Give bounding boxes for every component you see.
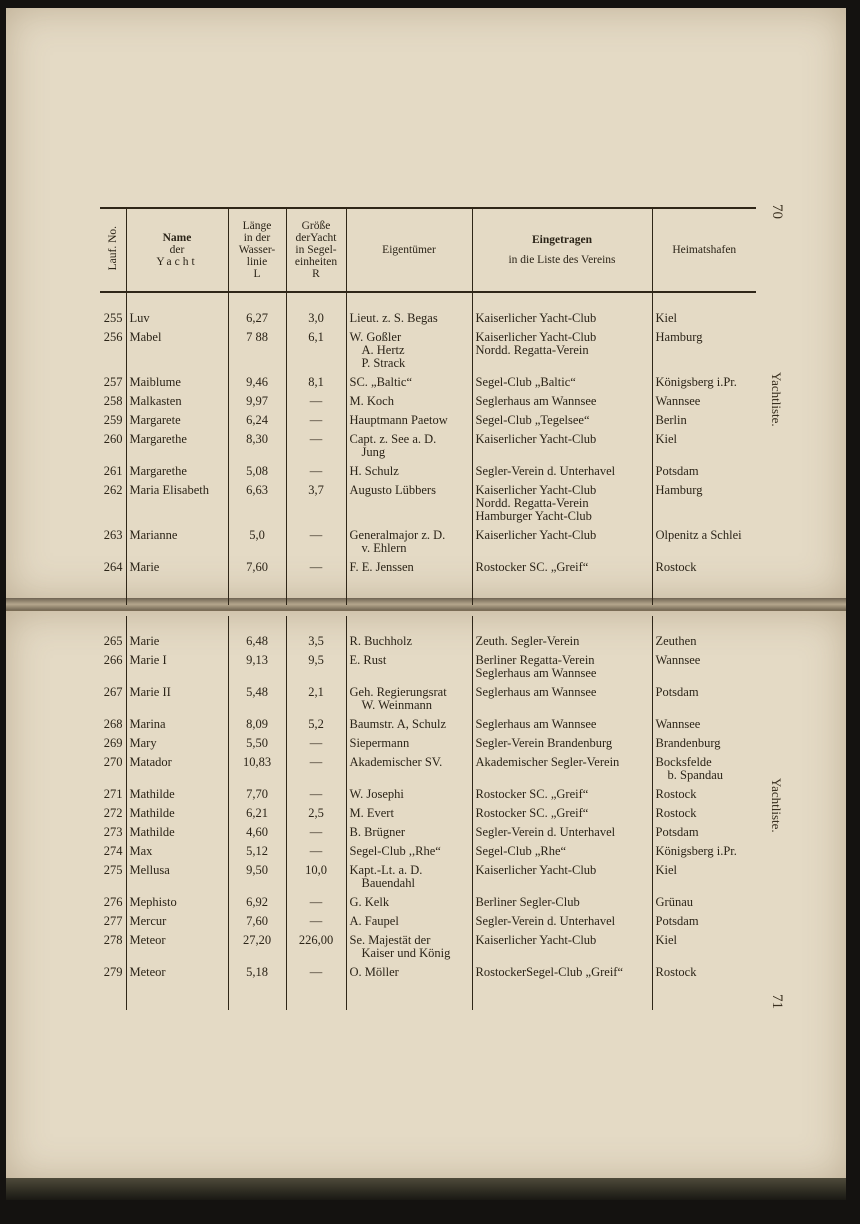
- cell-lauf-no: 278: [103, 933, 123, 947]
- cell-yacht-name: Maria Elisabeth: [126, 481, 228, 526]
- book-edge: [6, 1178, 846, 1200]
- spacer-cell: [100, 616, 126, 632]
- header-lauf-no: Lauf. No.: [100, 208, 126, 292]
- page-number-bottom: 71: [769, 994, 785, 1009]
- cell-length: 7,60: [228, 912, 286, 931]
- cell-size: —: [286, 912, 346, 931]
- cell-yacht-name: Mercur: [126, 912, 228, 931]
- spacer-cell: [228, 292, 286, 309]
- cell-length: 5,48: [228, 683, 286, 715]
- cell-owner: F. E. Jenssen: [346, 558, 472, 577]
- cell-owner: M. Koch: [346, 392, 472, 411]
- cell-port: Rostock: [652, 785, 756, 804]
- cell-port: Potsdam: [652, 823, 756, 842]
- spacer-cell: [652, 577, 756, 605]
- cell-length: 4,60: [228, 823, 286, 842]
- spacer-cell: [100, 292, 126, 309]
- table-row: [100, 823, 756, 842]
- cell-size: 5,2: [286, 715, 346, 734]
- cell-owner: W. Josephi: [346, 785, 472, 804]
- cell-lauf-no: 263: [103, 528, 123, 542]
- cell-registered: Seglerhaus am Wannsee: [472, 683, 652, 715]
- table-row: [100, 328, 756, 373]
- page-number-top: 70: [769, 204, 785, 219]
- spacer-cell: [652, 292, 756, 309]
- yacht-table-top: [100, 207, 756, 605]
- cell-registered: Segler-Verein Brandenburg: [472, 734, 652, 753]
- cell-registered: Kaiserlicher Yacht-Club: [472, 861, 652, 893]
- cell-length: 6,21: [228, 804, 286, 823]
- cell-yacht-name: Margarete: [126, 411, 228, 430]
- header-port: Heimatshafen: [652, 208, 756, 292]
- header-name: Name der Yacht: [126, 208, 228, 292]
- spacer-cell: [100, 982, 126, 1010]
- cell-size: —: [286, 785, 346, 804]
- cell-port: Grünau: [652, 893, 756, 912]
- cell-yacht-name: Marie I: [126, 651, 228, 683]
- cell-size: 2,1: [286, 683, 346, 715]
- cell-lauf-no: 255: [103, 311, 123, 325]
- cell-size: —: [286, 893, 346, 912]
- table-row: [100, 785, 756, 804]
- spacer-cell: [346, 982, 472, 1010]
- cell-length: 7 88: [228, 328, 286, 373]
- cell-registered: Berliner Regatta-Verein Seglerhaus am Wannsee: [472, 651, 652, 683]
- cell-registered: Segler-Verein d. Unterhavel: [472, 912, 652, 931]
- cell-port: Rostock: [652, 558, 756, 577]
- cell-size: 226,00: [286, 931, 346, 963]
- cell-lauf-no: 271: [103, 787, 123, 801]
- cell-registered: Rostocker SC. „Greif“: [472, 804, 652, 823]
- running-title-bottom: Yachtliste.: [769, 778, 784, 833]
- cell-lauf-no: 266: [103, 653, 123, 667]
- cell-yacht-name: Mathilde: [126, 823, 228, 842]
- cell-registered: RostockerSegel-Club „Greif“: [472, 963, 652, 982]
- cell-length: 8,30: [228, 430, 286, 462]
- spacer-row: [100, 982, 756, 1010]
- table-row: [100, 632, 756, 651]
- spacer-row: [100, 616, 756, 632]
- table-row: [100, 734, 756, 753]
- table-row: [100, 804, 756, 823]
- cell-port: Potsdam: [652, 912, 756, 931]
- cell-lauf-no: 264: [103, 560, 123, 574]
- cell-owner: G. Kelk: [346, 893, 472, 912]
- table-row: [100, 753, 756, 785]
- spacer-cell: [652, 616, 756, 632]
- cell-size: —: [286, 963, 346, 982]
- header-registered: Eingetragen in die Liste des Vereins: [472, 208, 652, 292]
- cell-owner: Generalmajor z. D. v. Ehlern: [346, 526, 472, 558]
- cell-yacht-name: Marie: [126, 632, 228, 651]
- cell-port: Königsberg i.Pr.: [652, 373, 756, 392]
- cell-lauf-no: 259: [103, 413, 123, 427]
- cell-yacht-name: Marina: [126, 715, 228, 734]
- cell-length: 6,63: [228, 481, 286, 526]
- cell-lauf-no: 257: [103, 375, 123, 389]
- cell-registered: Seglerhaus am Wannsee: [472, 392, 652, 411]
- cell-owner: Geh. Regierungsrat W. Weinmann: [346, 683, 472, 715]
- cell-lauf-no: 274: [103, 844, 123, 858]
- yacht-table-bottom: [100, 616, 756, 1010]
- table-row: [100, 931, 756, 963]
- cell-yacht-name: Mathilde: [126, 804, 228, 823]
- table-row: [100, 842, 756, 861]
- cell-owner: Capt. z. See a. D. Jung: [346, 430, 472, 462]
- cell-owner: O. Möller: [346, 963, 472, 982]
- cell-registered: Segler-Verein d. Unterhavel: [472, 462, 652, 481]
- cell-port: Olpenitz a Schlei: [652, 526, 756, 558]
- cell-length: 5,08: [228, 462, 286, 481]
- cell-lauf-no: 272: [103, 806, 123, 820]
- cell-yacht-name: Mary: [126, 734, 228, 753]
- cell-length: 27,20: [228, 931, 286, 963]
- cell-registered: Kaiserlicher Yacht-Club Nordd. Regatta-Verein Hamburger Yacht-Club: [472, 481, 652, 526]
- spacer-cell: [346, 577, 472, 605]
- header-owner: Eigentümer: [346, 208, 472, 292]
- cell-length: 7,60: [228, 558, 286, 577]
- cell-size: 8,1: [286, 373, 346, 392]
- table-row: [100, 462, 756, 481]
- cell-length: 9,46: [228, 373, 286, 392]
- spacer-row: [100, 577, 756, 605]
- cell-size: —: [286, 430, 346, 462]
- cell-yacht-name: Mephisto: [126, 893, 228, 912]
- table-row: [100, 558, 756, 577]
- cell-registered: Kaiserlicher Yacht-Club: [472, 430, 652, 462]
- cell-size: —: [286, 392, 346, 411]
- cell-length: 6,92: [228, 893, 286, 912]
- cell-yacht-name: Margarethe: [126, 462, 228, 481]
- cell-length: 9,97: [228, 392, 286, 411]
- cell-length: 5,0: [228, 526, 286, 558]
- cell-lauf-no: 279: [103, 965, 123, 979]
- cell-port: Bocksfelde b. Spandau: [652, 753, 756, 785]
- cell-registered: Kaiserlicher Yacht-Club: [472, 931, 652, 963]
- cell-size: 6,1: [286, 328, 346, 373]
- spacer-cell: [652, 982, 756, 1010]
- cell-size: —: [286, 411, 346, 430]
- cell-yacht-name: Mabel: [126, 328, 228, 373]
- table-row: [100, 715, 756, 734]
- cell-length: 5,12: [228, 842, 286, 861]
- cell-port: Rostock: [652, 804, 756, 823]
- cell-owner: Siepermann: [346, 734, 472, 753]
- cell-yacht-name: Luv: [126, 309, 228, 328]
- cell-size: 3,7: [286, 481, 346, 526]
- cell-port: Kiel: [652, 861, 756, 893]
- running-title-top: Yachtliste.: [769, 372, 784, 427]
- table-row: [100, 683, 756, 715]
- spacer-cell: [346, 292, 472, 309]
- cell-yacht-name: Marie II: [126, 683, 228, 715]
- cell-owner: Se. Majestät der Kaiser und König: [346, 931, 472, 963]
- cell-registered: Rostocker SC. „Greif“: [472, 785, 652, 804]
- cell-owner: Segel-Club ,,Rhe“: [346, 842, 472, 861]
- cell-yacht-name: Marie: [126, 558, 228, 577]
- spacer-cell: [472, 577, 652, 605]
- cell-owner: A. Faupel: [346, 912, 472, 931]
- cell-lauf-no: 270: [103, 755, 123, 769]
- cell-yacht-name: Mathilde: [126, 785, 228, 804]
- spacer-cell: [126, 982, 228, 1010]
- cell-size: —: [286, 526, 346, 558]
- cell-port: Brandenburg: [652, 734, 756, 753]
- cell-size: 3,5: [286, 632, 346, 651]
- cell-lauf-no: 277: [103, 914, 123, 928]
- spacer-cell: [346, 616, 472, 632]
- spacer-row: [100, 292, 756, 309]
- cell-port: Wannsee: [652, 651, 756, 683]
- cell-yacht-name: Marianne: [126, 526, 228, 558]
- cell-port: Berlin: [652, 411, 756, 430]
- cell-yacht-name: Meteor: [126, 931, 228, 963]
- cell-size: 2,5: [286, 804, 346, 823]
- cell-owner: W. Goßler A. Hertz P. Strack: [346, 328, 472, 373]
- cell-lauf-no: 258: [103, 394, 123, 408]
- cell-port: Zeuthen: [652, 632, 756, 651]
- cell-size: —: [286, 734, 346, 753]
- table-row: [100, 893, 756, 912]
- spacer-cell: [286, 982, 346, 1010]
- cell-yacht-name: Maiblume: [126, 373, 228, 392]
- cell-port: Wannsee: [652, 715, 756, 734]
- table-row: [100, 392, 756, 411]
- spacer-cell: [472, 982, 652, 1010]
- cell-size: 9,5: [286, 651, 346, 683]
- cell-length: 5,18: [228, 963, 286, 982]
- cell-size: —: [286, 558, 346, 577]
- cell-owner: B. Brügner: [346, 823, 472, 842]
- cell-yacht-name: Margarethe: [126, 430, 228, 462]
- cell-registered: Kaiserlicher Yacht-Club Nordd. Regatta-Verein: [472, 328, 652, 373]
- cell-port: Kiel: [652, 931, 756, 963]
- spacer-cell: [126, 616, 228, 632]
- cell-owner: E. Rust: [346, 651, 472, 683]
- cell-port: Hamburg: [652, 328, 756, 373]
- table-row: [100, 481, 756, 526]
- cell-length: 9,13: [228, 651, 286, 683]
- cell-lauf-no: 261: [103, 464, 123, 478]
- cell-registered: Segler-Verein d. Unterhavel: [472, 823, 652, 842]
- spacer-cell: [126, 292, 228, 309]
- cell-port: Rostock: [652, 963, 756, 982]
- cell-registered: Berliner Segler-Club: [472, 893, 652, 912]
- cell-port: Potsdam: [652, 683, 756, 715]
- cell-yacht-name: Matador: [126, 753, 228, 785]
- cell-length: 8,09: [228, 715, 286, 734]
- cell-lauf-no: 260: [103, 432, 123, 446]
- cell-lauf-no: 275: [103, 863, 123, 877]
- cell-length: 7,70: [228, 785, 286, 804]
- spacer-cell: [100, 577, 126, 605]
- spacer-cell: [126, 577, 228, 605]
- header-length: Länge in der Wasser- linie L: [228, 208, 286, 292]
- cell-owner: Kapt.-Lt. a. D. Bauendahl: [346, 861, 472, 893]
- table-row: [100, 526, 756, 558]
- cell-size: —: [286, 842, 346, 861]
- cell-port: Wannsee: [652, 392, 756, 411]
- cell-size: —: [286, 753, 346, 785]
- table-row: [100, 309, 756, 328]
- cell-size: 3,0: [286, 309, 346, 328]
- table-header-row: [100, 208, 756, 292]
- header-size: Größe derYacht in Segel- einheiten R: [286, 208, 346, 292]
- cell-lauf-no: 262: [103, 483, 123, 497]
- cell-registered: Segel-Club „Baltic“: [472, 373, 652, 392]
- cell-registered: Zeuth. Segler-Verein: [472, 632, 652, 651]
- cell-owner: Akademischer SV.: [346, 753, 472, 785]
- cell-lauf-no: 268: [103, 717, 123, 731]
- cell-owner: H. Schulz: [346, 462, 472, 481]
- spacer-cell: [472, 292, 652, 309]
- cell-owner: Hauptmann Paetow: [346, 411, 472, 430]
- spacer-cell: [286, 577, 346, 605]
- cell-length: 6,24: [228, 411, 286, 430]
- cell-port: Kiel: [652, 309, 756, 328]
- cell-length: 6,27: [228, 309, 286, 328]
- cell-yacht-name: Mellusa: [126, 861, 228, 893]
- cell-length: 10,83: [228, 753, 286, 785]
- cell-registered: Kaiserlicher Yacht-Club: [472, 309, 652, 328]
- table-row: [100, 411, 756, 430]
- spacer-cell: [228, 616, 286, 632]
- spacer-cell: [228, 577, 286, 605]
- cell-registered: Seglerhaus am Wannsee: [472, 715, 652, 734]
- spacer-cell: [472, 616, 652, 632]
- table-row: [100, 963, 756, 982]
- cell-size: 10,0: [286, 861, 346, 893]
- cell-yacht-name: Max: [126, 842, 228, 861]
- cell-registered: Kaiserlicher Yacht-Club: [472, 526, 652, 558]
- cell-yacht-name: Meteor: [126, 963, 228, 982]
- cell-registered: Segel-Club „Rhe“: [472, 842, 652, 861]
- table-row: [100, 430, 756, 462]
- cell-length: 5,50: [228, 734, 286, 753]
- cell-port: Kiel: [652, 430, 756, 462]
- cell-owner: M. Evert: [346, 804, 472, 823]
- cell-lauf-no: 276: [103, 895, 123, 909]
- cell-registered: Rostocker SC. „Greif“: [472, 558, 652, 577]
- cell-lauf-no: 267: [103, 685, 123, 699]
- cell-length: 9,50: [228, 861, 286, 893]
- cell-size: —: [286, 462, 346, 481]
- table-row: [100, 373, 756, 392]
- cell-owner: Lieut. z. S. Begas: [346, 309, 472, 328]
- cell-lauf-no: 273: [103, 825, 123, 839]
- cell-lauf-no: 265: [103, 634, 123, 648]
- spacer-cell: [228, 982, 286, 1010]
- cell-owner: Baumstr. A, Schulz: [346, 715, 472, 734]
- cell-port: Königsberg i.Pr.: [652, 842, 756, 861]
- table-row: [100, 912, 756, 931]
- cell-size: —: [286, 823, 346, 842]
- spacer-cell: [286, 292, 346, 309]
- cell-port: Potsdam: [652, 462, 756, 481]
- cell-lauf-no: 269: [103, 736, 123, 750]
- cell-yacht-name: Malkasten: [126, 392, 228, 411]
- cell-owner: SC. „Baltic“: [346, 373, 472, 392]
- cell-owner: R. Buchholz: [346, 632, 472, 651]
- cell-port: Hamburg: [652, 481, 756, 526]
- cell-registered: Segel-Club „Tegelsee“: [472, 411, 652, 430]
- cell-lauf-no: 256: [103, 330, 123, 344]
- cell-length: 6,48: [228, 632, 286, 651]
- spacer-cell: [286, 616, 346, 632]
- table-row: [100, 861, 756, 893]
- table-row: [100, 651, 756, 683]
- cell-registered: Akademischer Segler-Verein: [472, 753, 652, 785]
- cell-owner: Augusto Lübbers: [346, 481, 472, 526]
